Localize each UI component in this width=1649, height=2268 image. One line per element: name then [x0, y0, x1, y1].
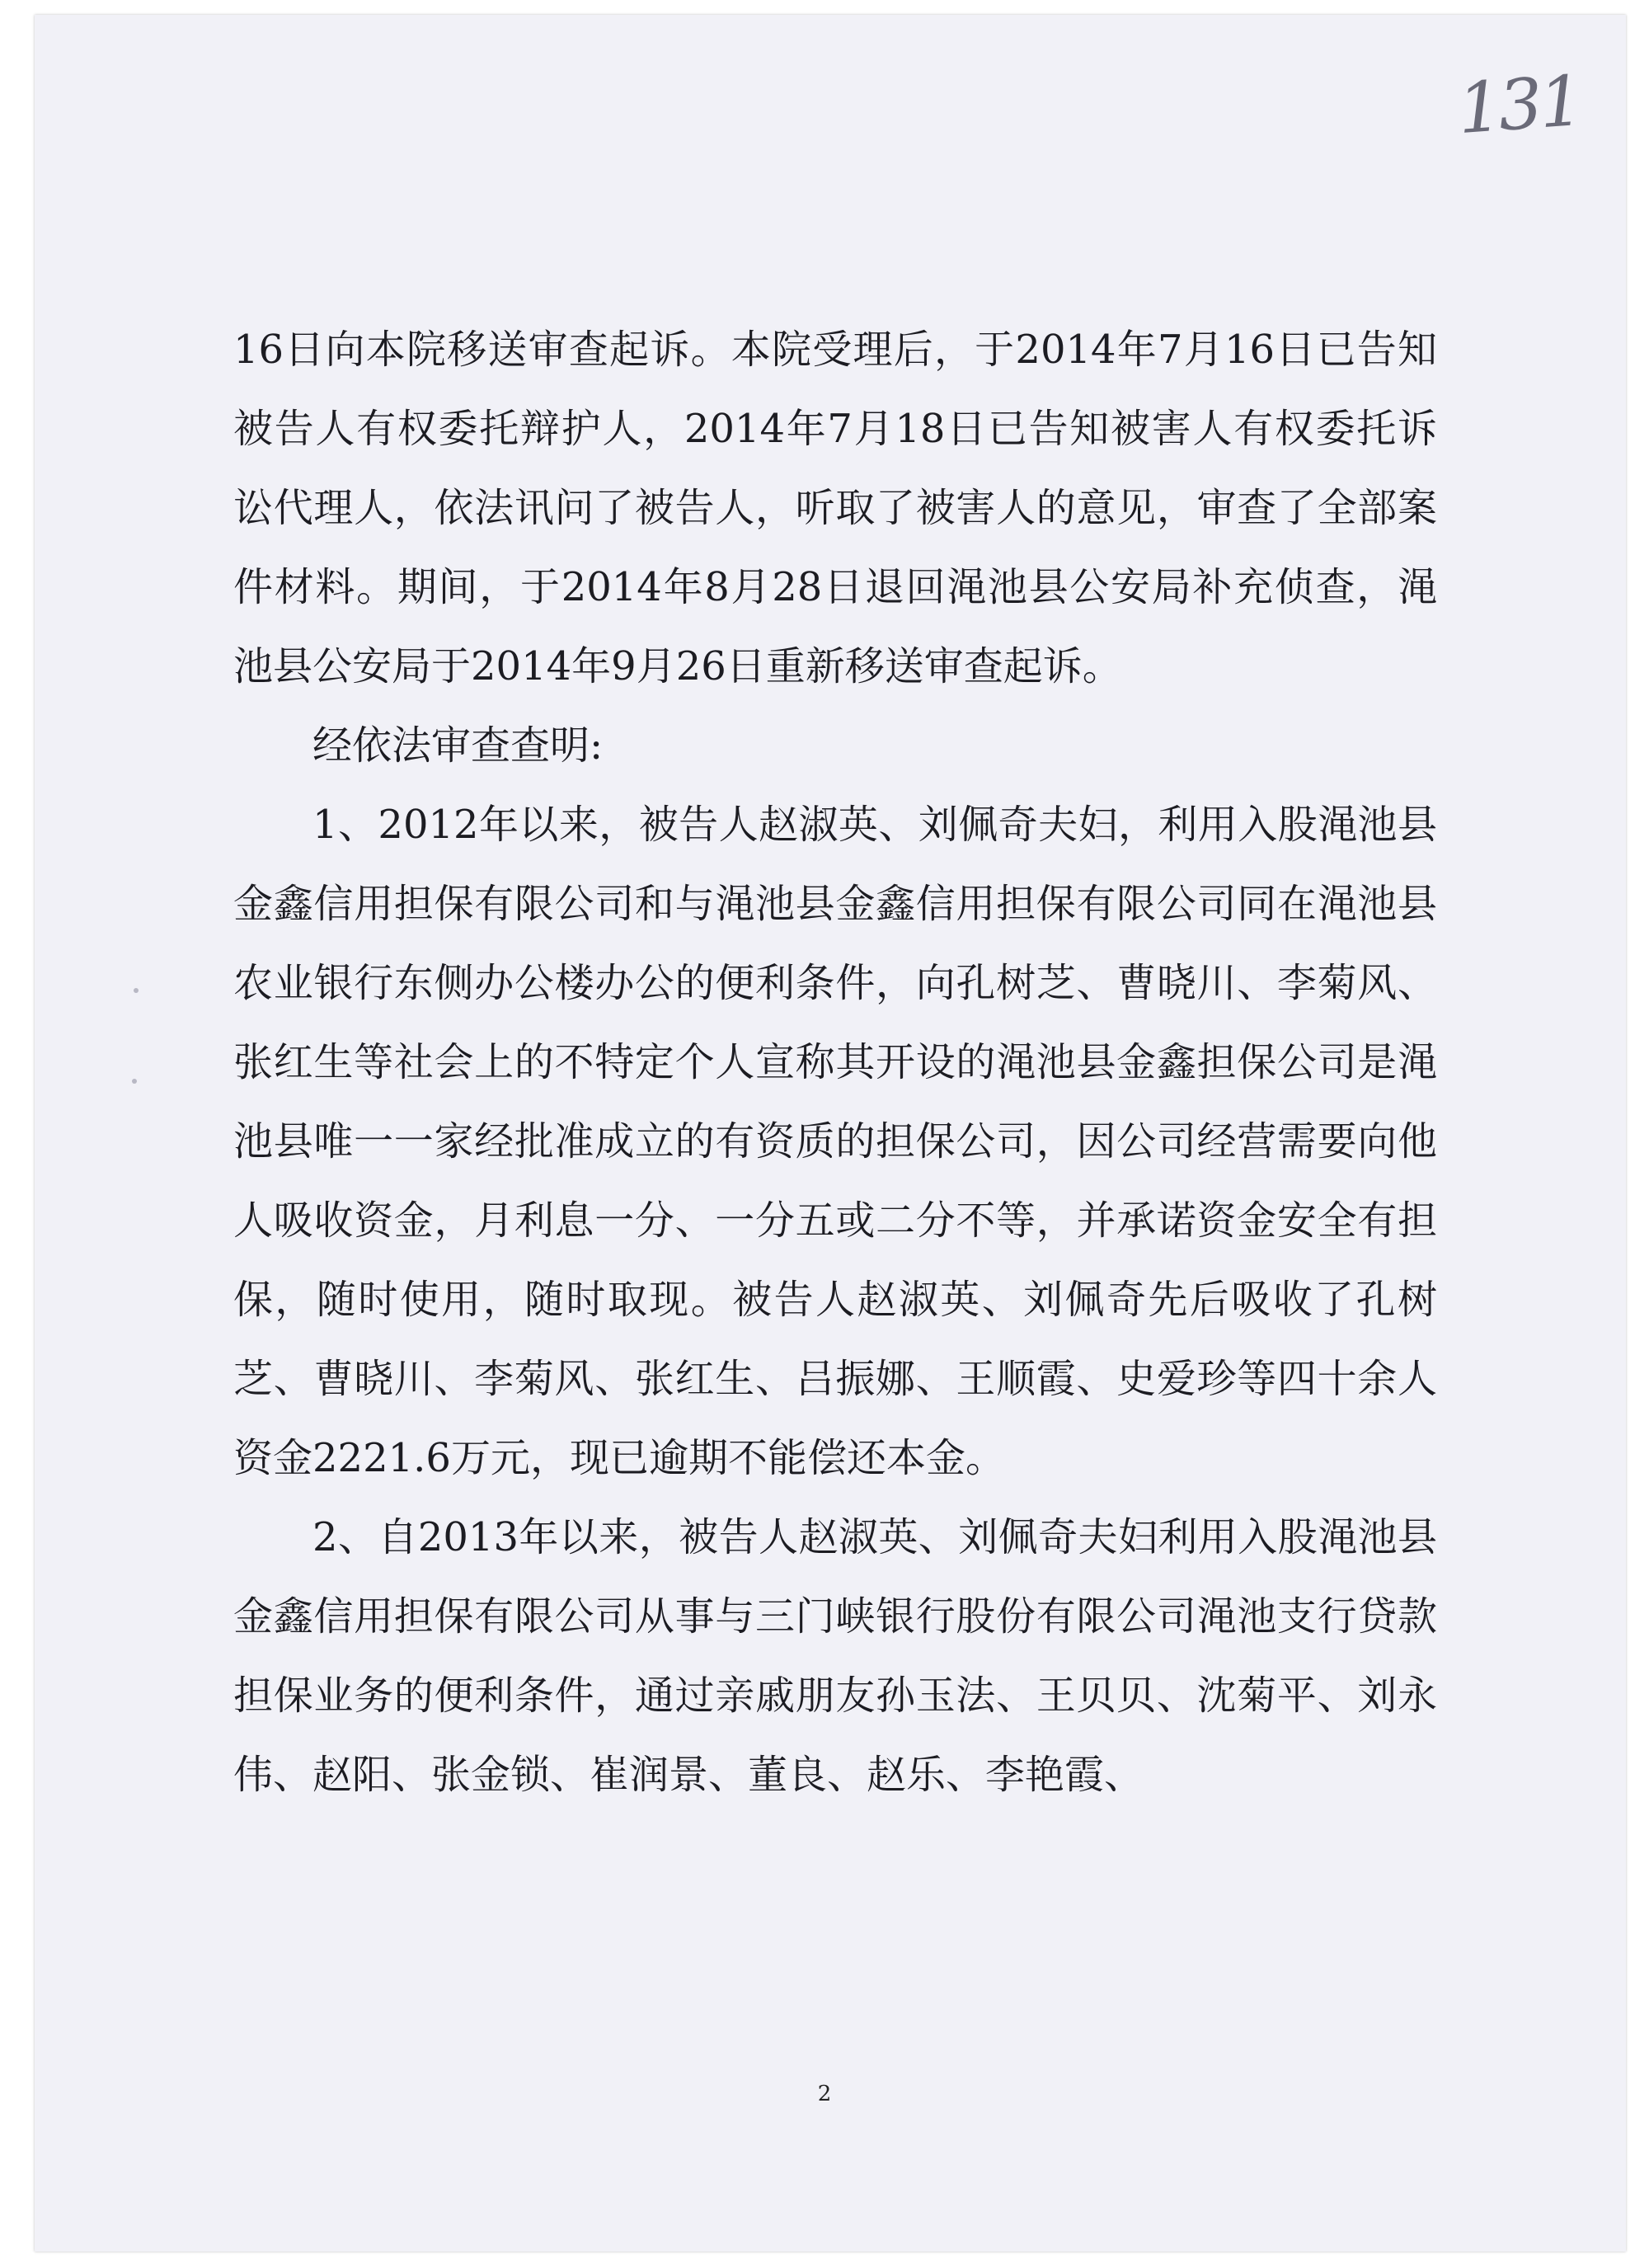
paragraph-finding-1: 1、2012年以来，被告人赵淑英、刘佩奇夫妇，利用入股渑池县金鑫信用担保有限公司和与渑池县金鑫信用担保有限公司同在渑池县农业银行东侧办公楼办公的便利条件，向孔树芝、曹晓川、李菊风、张红生等社会上的不特定个人宣称其开设的渑池县金鑫担保公司是渑池县唯一一家经批准成立的有资质的担保公司，因公司经营需要向他人吸收资金，月利息一分、一分五或二分不等，并承诺资金安全有担保，随时使用，随时取现。被告人赵淑英、刘佩奇先后吸收了孔树芝、曹晓川、李菊风、张红生、吕振娜、王顺霞、史爱珍等四十余人资金2221.6万元，现已逾期不能偿还本金。 [233, 802, 1437, 1481]
scan-speck [132, 1079, 137, 1084]
paragraph-finding-2: 2、自2013年以来，被告人赵淑英、刘佩奇夫妇利用入股渑池县金鑫信用担保有限公司从事与三门峡银行股份有限公司渑池支行贷款担保业务的便利条件，通过亲戚朋友孙玉法、王贝贝、沈菊平、刘永伟、赵阳、张金锁、崔润景、董良、赵乐、李艳霞、 [233, 1514, 1437, 1798]
handwritten-page-number: 131 [1454, 59, 1583, 150]
paragraph-procedure: 16日向本院移送审查起诉。本院受理后，于2014年7月16日已告知被告人有权委托辩护人，2014年7月18日已告知被害人有权委托诉讼代理人，依法讯问了被告人，听取了被害人的意见，审查了全部案件材料。期间，于2014年8月28日退回渑池县公安局补充侦查，渑池县公安局于2014年9月26日重新移送审查起诉。 [233, 327, 1437, 689]
paragraph-findings-heading: 经依法审查查明: [312, 722, 604, 769]
footer-page-number: 2 [817, 2082, 832, 2106]
scan-speck [134, 988, 139, 993]
document-body [233, 310, 1437, 1814]
